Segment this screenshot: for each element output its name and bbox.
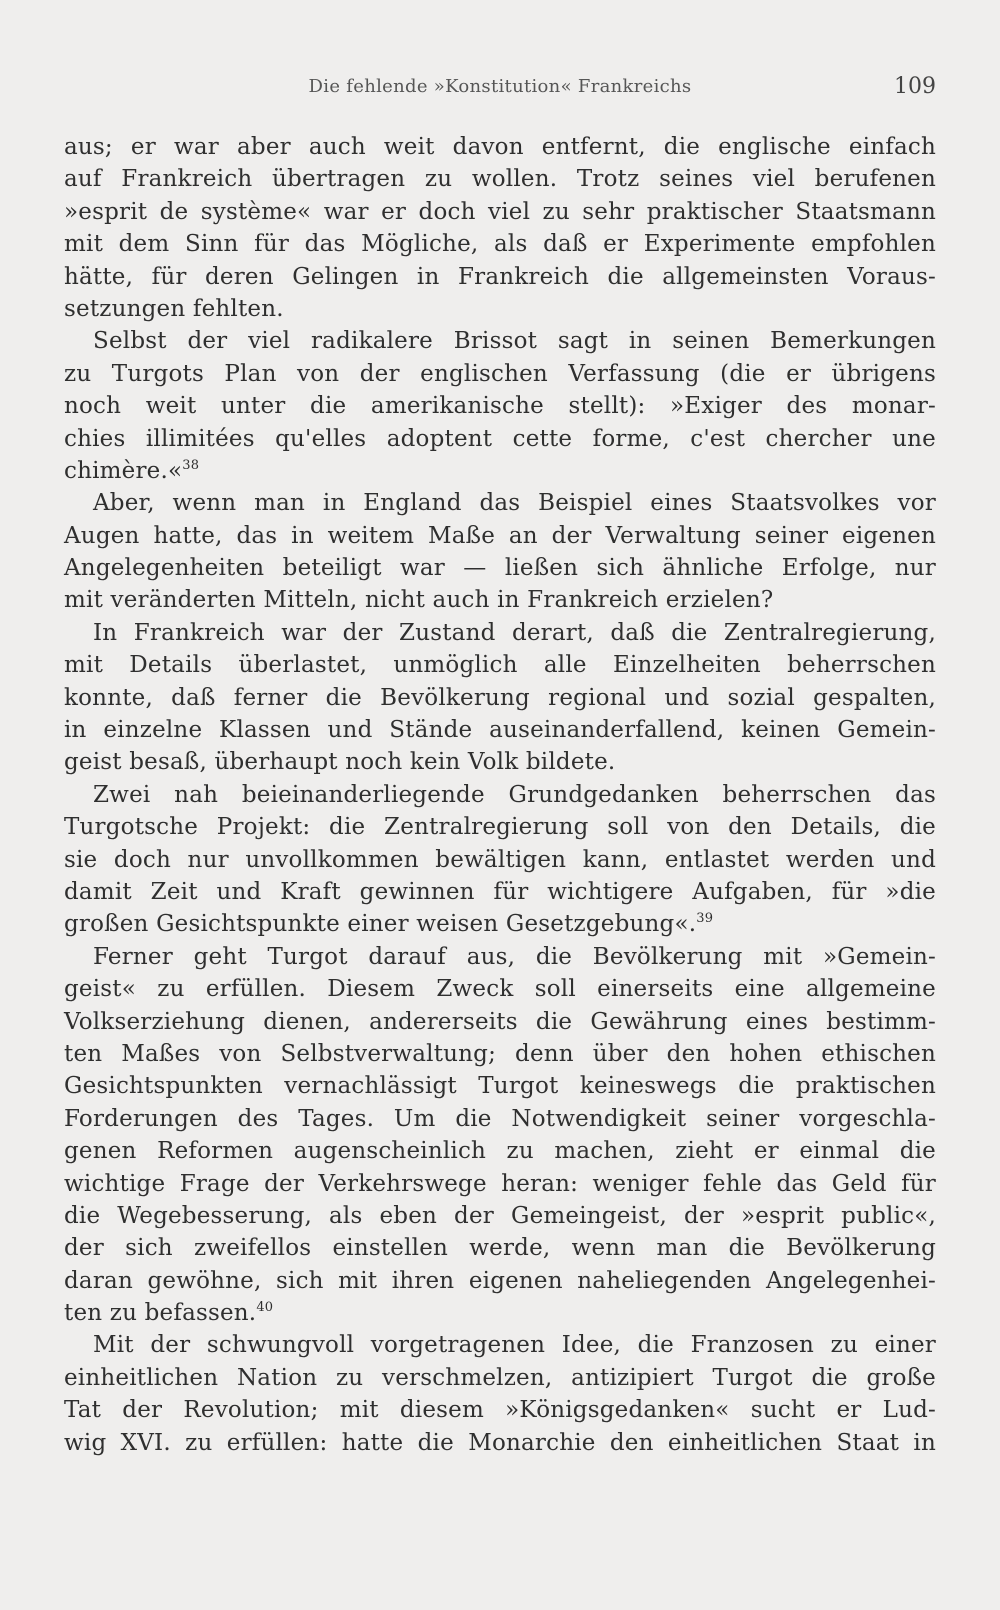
text-line: geist« zu erfüllen. Diesem Zweck soll einerseits eine allgemeine	[64, 976, 936, 1003]
text-line: setzungen fehlten.	[64, 295, 284, 322]
text-line: wichtige Frage der Verkehrswege heran: weniger fehle das Geld für	[64, 1170, 936, 1197]
text-line: chimère.«$^{38}$	[64, 457, 200, 484]
text-line: genen Reformen augenscheinlich zu machen, zieht er einmal die	[64, 1138, 936, 1165]
text-line: hätte, für deren Gelingen in Frankreich die allgemeinsten Voraus-	[64, 263, 936, 290]
text-line: in einzelne Klassen und Stände auseinanderfallend, keinen Gemein-	[64, 717, 936, 744]
text-line: konnte, daß ferner die Bevölkerung regional und sozial gespalten,	[64, 684, 936, 711]
footnote-marker: 39	[696, 911, 714, 927]
text-line: daran gewöhne, sich mit ihren eigenen naheliegenden Angelegenhei-	[64, 1267, 936, 1294]
text-line: Gesichtspunkten vernachlässigt Turgot keineswegs die praktischen	[64, 1073, 936, 1100]
text-line: zu Turgots Plan von der englischen Verfassung (die er übrigens	[64, 360, 936, 387]
body-text	[64, 131, 936, 1459]
text-line: ten zu befassen.$^{40}$	[64, 1300, 274, 1327]
text-line: Angelegenheiten beteiligt war — ließen sich ähnliche Erfolge, nur	[64, 555, 936, 582]
text-line: Turgotsche Projekt: die Zentralregierung soll von den Details, die	[64, 814, 936, 841]
text-line: Augen hatte, das in weitem Maße an der Verwaltung seiner eigenen	[64, 522, 936, 549]
running-title: Die fehlende »Konstitution« Frankreichs	[308, 76, 692, 97]
footnote-marker: 40	[256, 1300, 274, 1316]
text-line: Forderungen des Tages. Um die Notwendigkeit seiner vorgeschla-	[64, 1105, 936, 1132]
text-line: sie doch nur unvollkommen bewältigen kann, entlastet werden und	[64, 846, 936, 873]
text-line: auf Frankreich übertragen zu wollen. Trotz seines viel berufenen	[64, 166, 936, 193]
text-line: einheitlichen Nation zu verschmelzen, antizipiert Turgot die große	[64, 1364, 936, 1391]
text-line: Volkserziehung dienen, andererseits die Gewährung eines bestimm-	[64, 1008, 936, 1035]
text-line: ten Maßes von Selbstverwaltung; denn über den hohen ethischen	[64, 1040, 936, 1067]
footnote-marker: 38	[182, 457, 200, 473]
text-line: der sich zweifellos einstellen werde, wenn man die Bevölkerung	[64, 1235, 936, 1262]
text-line: noch weit unter die amerikanische stellt): »Exiger des monar-	[64, 393, 936, 420]
text-line: mit veränderten Mitteln, nicht auch in Frankreich erzielen?	[64, 587, 774, 614]
text-line: Selbst der viel radikalere Brissot sagt in seinen Bemerkungen	[93, 328, 936, 355]
text-line: chies illimitées qu'elles adoptent cette forme, c'est chercher une	[64, 425, 936, 452]
text-line: großen Gesichtspunkte einer weisen Gesetzgebung«.$^{39}$	[64, 911, 714, 938]
page-number: 109	[894, 74, 936, 99]
text-line: »esprit de système« war er doch viel zu sehr praktischer Staatsmann	[64, 198, 936, 225]
text-line: Mit der schwungvoll vorgetragenen Idee, die Franzosen zu einer	[93, 1332, 936, 1359]
text-line: Aber, wenn man in England das Beispiel eines Staatsvolkes vor	[93, 490, 936, 517]
text-line: die Wegebesserung, als eben der Gemeingeist, der »esprit public«,	[64, 1202, 936, 1229]
text-line: Zwei nah beieinanderliegende Grundgedanken beherrschen das	[93, 781, 936, 808]
text-line: In Frankreich war der Zustand derart, daß die Zentralregierung,	[93, 619, 936, 646]
running-header	[64, 76, 936, 106]
text-line: geist besaß, überhaupt noch kein Volk bildete.	[64, 749, 616, 776]
text-line: mit Details überlastet, unmöglich alle Einzelheiten beherrschen	[64, 652, 936, 679]
text-line: Tat der Revolution; mit diesem »Königsgedanken« sucht er Lud-	[64, 1397, 936, 1424]
text-line: wig XVI. zu erfüllen: hatte die Monarchie den einheitlichen Staat in	[64, 1429, 936, 1456]
text-line: damit Zeit und Kraft gewinnen für wichtigere Aufgaben, für »die	[64, 878, 936, 905]
text-line: mit dem Sinn für das Mögliche, als daß er Experimente empfohlen	[64, 231, 936, 258]
text-line: aus; er war aber auch weit davon entfernt, die englische einfach	[64, 134, 936, 160]
text-line: Ferner geht Turgot darauf aus, die Bevölkerung mit »Gemein-	[93, 943, 936, 970]
